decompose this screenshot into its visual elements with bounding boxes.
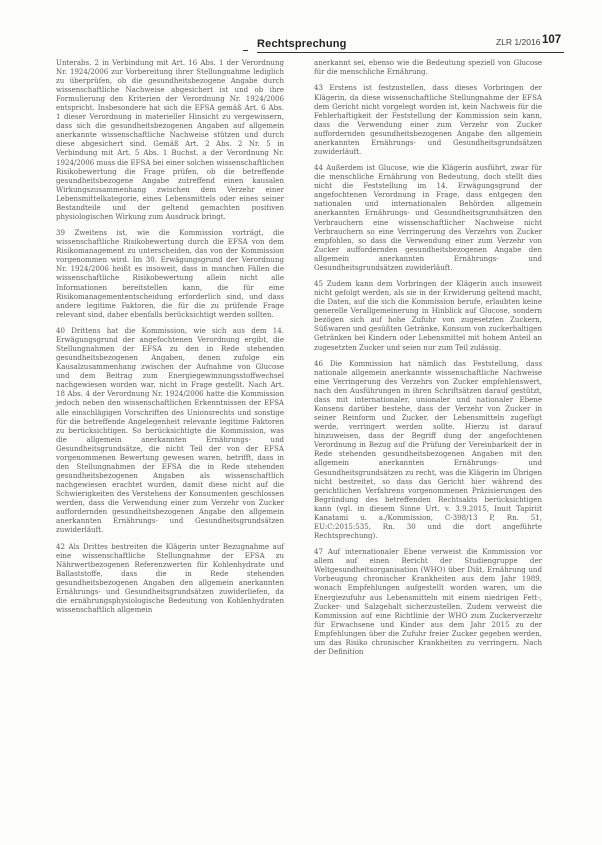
paragraph-46: 46 Die Kommission hat nämlich das Feststellung, dass nationale allgemein anerkannte wissenschaftliche Nachweise eine Verringerung des Verzehrs von Zucker empfehlenswert, nach den Ausführungen in ihren Schriftsätzen darauf gestützt, dass mit internationaler, unionaler und nationaler Ebene Konsens darüber bestehe, dass der Verzehr von Zucker in seiner Reinform und Zucker, der Lebensmitteln zugefügt werde, verringert werden sollte. Hierzu ist darauf hinzuweisen, dass der Begriff dung der angefochtenen Verordnung in Bezug auf die Prüfung der Vereinbarkeit der in Rede stehenden gesundheitsbezogenen Angaben mit den allgemein anerkannten Ernährungs- und Gesundheitsgrundsätzen zu recht, was die Klägerin im Übrigen nicht bestreitet, so dass das Gericht hier während des gerichtlichen Verfahrens vorgenommenen Präzisierungen des Begründung des betreffenden Rechtsakts berücksichtigen kann (vgl. in diesem Sinne Urt. v. 3.9.2015, Inuit Tapiriit Kanatami u. a./Kommission, C-398/13 P, Rn. 51, EU:C:2015:535, Rn. 30 und die dort angeführte Rechtsprechung). bbox=[314, 358, 542, 540]
paragraph-47: 47 Auf internationaler Ebene verweist die Kommission vor allem auf einen Bericht der Studiengruppe der Weltgesundheitsorganisation (WHO) über Diät, Ernährung und Vorbeugung chronischer Krankheiten aus dem Jahr 1989, wonach Empfehlungen aufgestellt worden waren, um die Energiezufuhr aus Lebensmitteln mit einem niedrigen Fett-, Zucker- und Salzgehalt sicherzustellen. Zudem verweist die Kommission auf eine Richtlinie der WHO zum Zuckerverzehr für Erwachsene und Kinder aus dem Jahr 2015 zu der Empfehlungen über die Zufuhr freier Zucker gegeben werden, um das Risiko chronischer Krankheiten zu verringern. Nach der Definition bbox=[314, 547, 542, 656]
paragraph-continued-right: anerkannt sei, ebenso wie die Bedeutung speziell von Glucose für die menschliche Ernährung. bbox=[314, 58, 542, 77]
paragraph-40: 40 Drittens hat die Kommission, wie sich aus dem 14. Erwägungsgrund der angefochtenen Verordnung ergibt, die Stellungnahmen der EFSA zu den in Rede stehenden gesundheitsbezogenen Angaben, denen zufolge ein Kausalzusammenhang zwischen der Aufnahme von Glucose und dem Beitrag zum Energiegewinnungsstoffwechsel nachgewiesen worden war, nicht in Frage gestellt. Nach Art. 18 Abs. 4 der Verordnung Nr. 1924/2006 hatte die Kommission jedoch neben den wissenschaftlichen Erkenntnissen der EFSA alle einschlägigen Vorschriften des Unionsrechts und sonstige für die betreffende Angelegenheit relevante legitime Faktoren zu berücksichtigen. So berücksichtigte die Kommission, was die allgemein anerkannten Ernährungs- und Gesundheitsgrundsätze, die nicht Teil der von der EFSA vorgenommenen Bewertung gewesen waren, betrifft, dass in den Stellungnahmen der EFSA die in Rede stehenden gesundheitsbezogenen Angaben als wissenschaftlich nachgewiesen erachtet wurden, damit diese nicht auf die Schwierigkeiten des Verstehens der Konsumenten geschlossen werden, dass die Verwendung einer zum Verzehr von Zucker auffordernden gesundheitsbezogenen Angabe den allgemein anerkannten Ernährungs- und Gesundheitsgrundsätzen zuwiderläuft. bbox=[56, 326, 284, 535]
page-number: 107 bbox=[542, 34, 562, 46]
section-title: Rechtsprechung bbox=[257, 38, 347, 50]
paragraph-44: 44 Außerdem ist Glucose, wie die Klägerin ausführt, zwar für die menschliche Ernährung von Bedeutung, doch stellt dies nicht die Feststellung im 14. Erwägungsgrund der angefochtenen Verordnung in Frage, dass entgegen den nationalen und internationalen Behörden allgemein anerkannten Ernährungs- und Gesundheitsgrundsätzen den Verbrauchern eine wissenschaftlicher Nachweise nicht Verbrauchern so eine Verringerung des Verzehrs von Zucker empfohlen, so dass die Verwendung einer zum Verzehr von Zucker auffordernden gesundheitsbezogenen Angabe den allgemein anerkannten Ernährungs- und Gesundheitsgrundsätzen zuwiderläuft. bbox=[314, 163, 542, 272]
left-column bbox=[56, 58, 284, 614]
right-column bbox=[314, 58, 542, 656]
paragraph-45: 45 Zudem kann dem Vorbringen der Klägerin auch insoweit nicht gefolgt werden, als sie in der Erwiderung geltend macht, die Daten, auf die sich die Kommission berufe, erlaubten keine generelle Verallgemeinerung in Hinblick auf Glucose, sondern bezögen sich auf hohe Zufuhr von zugesetzten Zuckern, Süßwaren und gesüßten Getränke. Konsum von zuckerhaltigen Getränken bei Kindern oder Lebensmittel mit hohem Anteil an zugesetzten Zucker und seien nur zum Teil zulässig. bbox=[314, 279, 542, 352]
paragraph-continued: Unterabs. 2 in Verbindung mit Art. 16 Abs. 1 der Verordnung Nr. 1924/2006 zur Vorbereitung ihrer Stellungnahme lediglich zu überprüfen, ob die gesundheitsbezogene Angabe durch wissenschaftliche Nachweise abgesichert ist und ob ihre Formulierung den Kriterien der Verordnung Nr. 1924/2006 entspricht. Insbesondere hat sich die EFSA gemäß Art. 6 Abs. 1 dieser Verordnung in materieller Hinsicht zu vergewissern, dass sich die gesundheitsbezogenen Angaben auf allgemein anerkannte wissenschaftliche Nachweise stützen und durch diese abgesichert sind. Gemäß Art. 2 Abs. 2 Nr. 5 in Verbindung mit Art. 5 Abs. 1 Buchst. a der Verordnung Nr. 1924/2006 muss die EFSA bei einer solchen wissenschaftlichen Risikobewertung die Frage prüfen, ob die betreffende gesundheitsbezogene Angabe zutreffend einen kausalen Wirkungszusammenhang zwischen dem Verzehr einer Lebensmittelkategorie, eines Lebensmittels oder eines seiner Bestandteile und der geltend gemachten positiven physiologischen Wirkung zum Ausdruck bringt. bbox=[56, 58, 284, 221]
paragraph-42: 42 Als Drittes bestreiten die Klägerin unter Bezugnahme auf eine wissenschaftliche Stellungnahme der EFSA zu Nährwertbezogenen Referenzwerten für Kohlenhydrate und Ballaststoffe, dass die in Rede stehenden gesundheitsbezogenen Angaben den allgemein anerkannten Ernährungs- und Gesundheitsgrundsätzen zuwiderliefen, da die ernährungsphysiologische Bedeutung von Kohlenhydraten wissenschaftlich allgemein bbox=[56, 541, 284, 614]
header-rule bbox=[257, 52, 564, 53]
paragraph-43: 43 Erstens ist festzustellen, dass dieses Vorbringen der Klägerin, da diese wissenschaftliche Stellungnahme der EFSA dem Gericht nicht vorgelegt worden ist, kein Nachweis für die Fehlerhaftigkeit der Feststellung der Kommission sein kann, dass die Verwendung einer zum Verzehr von Zucker auffordernden gesundheitsbezogenen Angabe den allgemein anerkannten Ernährungs- und Gesundheitsgrundsätzen zuwiderläuft. bbox=[314, 83, 542, 156]
paragraph-39: 39 Zweitens ist, wie die Kommission vorträgt, die wissenschaftliche Risikobewertung durch die EFSA von dem Risikomanagement zu unterscheiden, das von der Kommission vorgenommen wird. Im 30. Erwägungsgrund der Verordnung Nr. 1924/2006 heißt es insoweit, dass in manchen Fällen die wissenschaftliche Risikobewertung allein nicht alle Informationen bereitstellen kann, die für eine Risikomanagemententscheidung erforderlich sind, und dass andere legitime Faktoren, die für die zu prüfende Frage relevant sind, daher ebenfalls berücksichtigt werden sollten. bbox=[56, 228, 284, 319]
page-header bbox=[0, 0, 602, 55]
issue-label: ZLR 1/2016 bbox=[496, 37, 541, 47]
header-rule-left bbox=[243, 50, 248, 51]
